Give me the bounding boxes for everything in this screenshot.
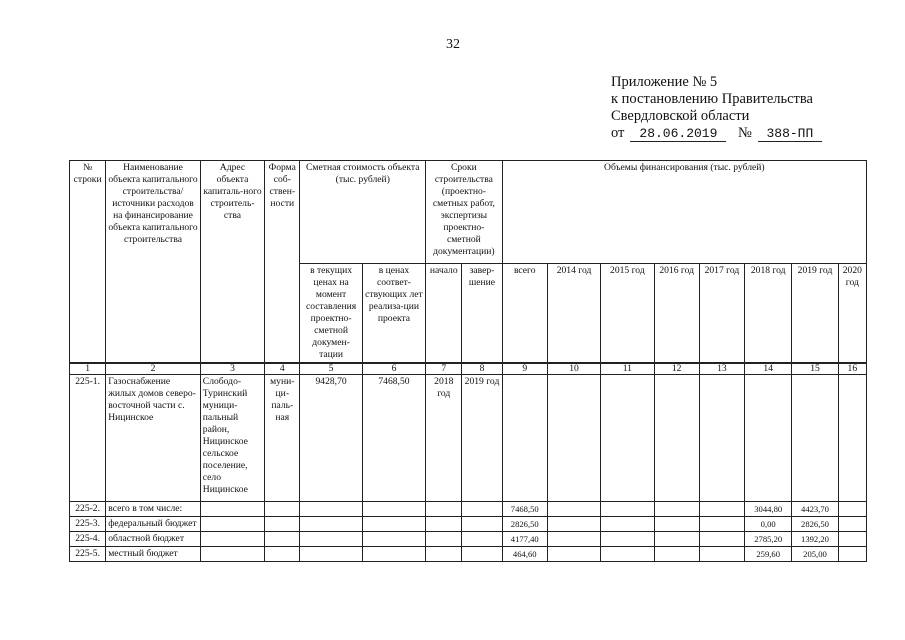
- fin-total: 7468,50: [502, 502, 547, 517]
- fin-2018: 259,60: [745, 547, 792, 562]
- header-year-2016: 2016 год: [654, 264, 699, 364]
- header-year-2017: 2017 год: [699, 264, 744, 364]
- fin-2019: 1392,20: [792, 532, 838, 547]
- appendix-date-line: [611, 125, 822, 142]
- row-number: 225-3.: [70, 517, 106, 532]
- fin-2019: 205,00: [792, 547, 838, 562]
- cell: [200, 517, 264, 532]
- cell: [200, 547, 264, 562]
- row-number: 225-4.: [70, 532, 106, 547]
- cell: [426, 517, 462, 532]
- page-number: 32: [446, 37, 460, 52]
- cell: [362, 547, 425, 562]
- cell: [200, 502, 264, 517]
- fin-2018: 0,00: [745, 517, 792, 532]
- number-prefix: №: [738, 125, 752, 141]
- cell: [462, 547, 502, 562]
- source-name: местный бюджет: [106, 547, 201, 562]
- cell: [265, 532, 300, 547]
- source-name: областной бюджет: [106, 532, 201, 547]
- start-year: 2018 год: [426, 375, 462, 502]
- col-index: 3: [200, 363, 264, 375]
- row-number: 225-2.: [70, 502, 106, 517]
- header-financing-volumes: Объемы финансирования (тыс. рублей): [502, 161, 866, 264]
- appendix-subtitle: к постановлению Правительства: [611, 91, 813, 107]
- col-index: 7: [426, 363, 462, 375]
- cell: [547, 502, 600, 517]
- date-prefix: от: [611, 125, 625, 141]
- appendix-number: 388-ПП: [758, 127, 822, 142]
- cell: [547, 375, 600, 502]
- cell: [601, 375, 654, 502]
- header-year-2018: 2018 год: [745, 264, 792, 364]
- col-index: 10: [547, 363, 600, 375]
- header-address: Адрес объекта капиталь-ного строитель-ства: [200, 161, 264, 364]
- table-row: [70, 375, 867, 502]
- header-estimated-cost: Сметная стоимость объекта (тыс. рублей): [300, 161, 426, 264]
- cell: [502, 375, 547, 502]
- appendix-title: Приложение № 5: [611, 74, 718, 90]
- cell: [547, 547, 600, 562]
- cell: [654, 375, 699, 502]
- end-year: 2019 год: [462, 375, 502, 502]
- col-index: 11: [601, 363, 654, 375]
- cell: [300, 517, 362, 532]
- cell: [362, 517, 425, 532]
- header-cost-years: в ценах соответ-ствующих лет реализа-ции проекта: [362, 264, 425, 364]
- cell: [362, 532, 425, 547]
- row-number: 225-5.: [70, 547, 106, 562]
- header-year-2020: 2020 год: [838, 264, 866, 364]
- header-ownership: Форма соб-ствен-ности: [265, 161, 300, 364]
- col-index: 6: [362, 363, 425, 375]
- col-index: 16: [838, 363, 866, 375]
- object-address: Слободо-Туринский муници-пальный район, Ницинское сельское поселение, село Ницинское: [200, 375, 264, 502]
- header-year-2014: 2014 год: [547, 264, 600, 364]
- cell: [654, 502, 699, 517]
- cell: [699, 502, 744, 517]
- col-index: 5: [300, 363, 362, 375]
- table-row: [70, 532, 867, 547]
- cost-years: 7468,50: [362, 375, 425, 502]
- source-name: федеральный бюджет: [106, 517, 201, 532]
- table-row: [70, 547, 867, 562]
- cell: [300, 502, 362, 517]
- cell: [792, 375, 838, 502]
- cell: [601, 532, 654, 547]
- col-index: 9: [502, 363, 547, 375]
- col-index: 2: [106, 363, 201, 375]
- cell: [838, 502, 866, 517]
- fin-2019: 2826,50: [792, 517, 838, 532]
- cell: [601, 517, 654, 532]
- col-index: 1: [70, 363, 106, 375]
- cell: [654, 532, 699, 547]
- header-start: начало: [426, 264, 462, 364]
- col-index: 8: [462, 363, 502, 375]
- cell: [654, 517, 699, 532]
- cell: [838, 547, 866, 562]
- column-index-row: [70, 363, 867, 375]
- fin-2018: 3044,80: [745, 502, 792, 517]
- col-index: 4: [265, 363, 300, 375]
- cell: [838, 517, 866, 532]
- cell: [200, 532, 264, 547]
- object-name: Газоснабжение жилых домов северо-восточной части с. Ницинское: [106, 375, 201, 502]
- col-index: 15: [792, 363, 838, 375]
- cell: [462, 502, 502, 517]
- ownership-form: муни-ци-паль-ная: [265, 375, 300, 502]
- fin-total: 4177,40: [502, 532, 547, 547]
- cell: [426, 547, 462, 562]
- header-end: завер-шение: [462, 264, 502, 364]
- appendix-region: Свердловской области: [611, 108, 750, 124]
- header-cost-current: в текущих ценах на момент составления проектно-сметной докумен-тации: [300, 264, 362, 364]
- financing-table: [69, 160, 867, 562]
- header-row-number: № строки: [70, 161, 106, 364]
- col-index: 14: [745, 363, 792, 375]
- cell: [362, 502, 425, 517]
- cell: [654, 547, 699, 562]
- cell: [265, 517, 300, 532]
- cell: [462, 517, 502, 532]
- row-number: 225-1.: [70, 375, 106, 502]
- cell: [601, 502, 654, 517]
- cell: [300, 547, 362, 562]
- cell: [426, 502, 462, 517]
- header-row: [70, 161, 867, 264]
- cell: [699, 547, 744, 562]
- cell: [265, 547, 300, 562]
- cell: [426, 532, 462, 547]
- header-construction-terms: Сроки строительства (проектно-сметных работ, экспертизы проектно-сметной документации): [426, 161, 502, 264]
- cell: [601, 547, 654, 562]
- col-index: 13: [699, 363, 744, 375]
- cost-current: 9428,70: [300, 375, 362, 502]
- source-name: всего в том числе:: [106, 502, 201, 517]
- table-row: [70, 517, 867, 532]
- cell: [838, 375, 866, 502]
- cell: [300, 532, 362, 547]
- header-year-2019: 2019 год: [792, 264, 838, 364]
- cell: [699, 532, 744, 547]
- cell: [547, 532, 600, 547]
- cell: [462, 532, 502, 547]
- table-row: [70, 502, 867, 517]
- fin-total: 464,60: [502, 547, 547, 562]
- cell: [699, 517, 744, 532]
- fin-2018: 2785,20: [745, 532, 792, 547]
- cell: [265, 502, 300, 517]
- header-fin-total: всего: [502, 264, 547, 364]
- header-year-2015: 2015 год: [601, 264, 654, 364]
- fin-total: 2826,50: [502, 517, 547, 532]
- cell: [699, 375, 744, 502]
- header-object-name: Наименование объекта капитального строительства/ источники расходов на финансирование объекта капитального строительства: [106, 161, 201, 364]
- appendix-block: [611, 74, 822, 142]
- col-index: 12: [654, 363, 699, 375]
- cell: [745, 375, 792, 502]
- cell: [838, 532, 866, 547]
- fin-2019: 4423,70: [792, 502, 838, 517]
- appendix-date: 28.06.2019: [630, 127, 726, 142]
- cell: [547, 517, 600, 532]
